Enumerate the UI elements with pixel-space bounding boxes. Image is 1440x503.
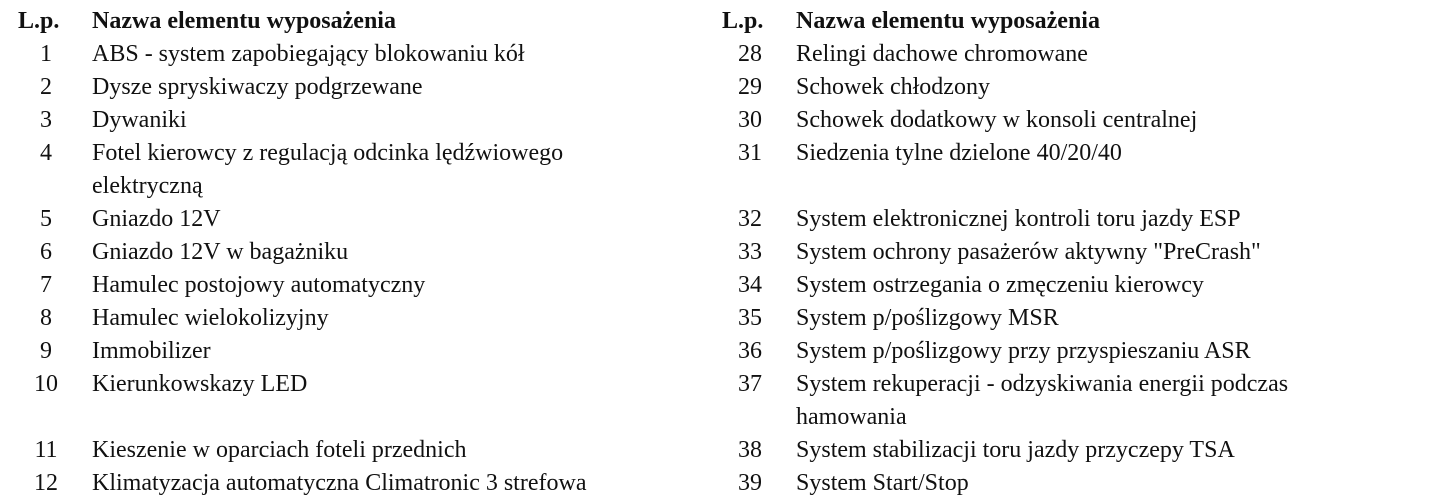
table-row <box>18 38 708 71</box>
table-row <box>18 335 708 368</box>
table-row <box>722 71 1422 104</box>
row-number: 9 <box>40 338 52 364</box>
row-number: 31 <box>738 140 762 166</box>
row-number: 8 <box>40 305 52 331</box>
row-number: 39 <box>738 470 762 496</box>
row-name: Klimatyzacja automatyczna Climatronic 3 strefowa <box>92 470 587 496</box>
name-header: Nazwa elementu wyposażenia <box>796 8 1100 34</box>
row-number: 12 <box>34 470 58 496</box>
row-number: 34 <box>738 272 762 298</box>
row-name: Kierunkowskazy LED <box>92 371 308 397</box>
row-number: 5 <box>40 206 52 232</box>
row-number: 29 <box>738 74 762 100</box>
row-number: 37 <box>738 371 762 397</box>
table-row <box>18 269 708 302</box>
lp-header: L.p. <box>18 8 60 34</box>
table-row <box>722 203 1422 236</box>
row-name: System ostrzegania o zmęczeniu kierowcy <box>796 272 1204 298</box>
table-row <box>18 467 708 500</box>
row-name: Gniazdo 12V w bagażniku <box>92 239 349 265</box>
table-row <box>18 434 708 467</box>
row-number: 30 <box>738 107 762 133</box>
row-number: 11 <box>34 437 58 463</box>
row-name: Fotel kierowcy z regulacją odcinka lędźwiowego elektryczną <box>92 140 564 199</box>
row-name: Gniazdo 12V <box>92 206 221 232</box>
row-name: Hamulec wielokolizyjny <box>92 305 329 331</box>
row-name: Siedzenia tylne dzielone 40/20/40 <box>796 140 1122 166</box>
table-row <box>18 236 708 269</box>
row-name: Dysze spryskiwaczy podgrzewane <box>92 74 423 100</box>
row-name: ABS - system zapobiegający blokowaniu kół <box>92 41 525 67</box>
table-row <box>722 467 1422 500</box>
row-number: 3 <box>40 107 52 133</box>
row-name: Relingi dachowe chromowane <box>796 41 1088 67</box>
table-header <box>722 5 1422 38</box>
row-number: 32 <box>738 206 762 232</box>
table-row <box>722 302 1422 335</box>
row-name: System p/poślizgowy MSR <box>796 305 1059 331</box>
equipment-column-right <box>722 5 1422 500</box>
table-row <box>722 104 1422 137</box>
row-number: 2 <box>40 74 52 100</box>
row-number: 35 <box>738 305 762 331</box>
row-name: Schowek dodatkowy w konsoli centralnej <box>796 107 1198 133</box>
row-name: Hamulec postojowy automatyczny <box>92 272 426 298</box>
table-row <box>18 71 708 104</box>
row-number: 38 <box>738 437 762 463</box>
table-header <box>18 5 708 38</box>
table-row <box>18 302 708 335</box>
table-row <box>722 236 1422 269</box>
table-row <box>18 137 708 203</box>
row-name: System Start/Stop <box>796 470 969 496</box>
row-name: Dywaniki <box>92 107 187 133</box>
row-name: Kieszenie w oparciach foteli przednich <box>92 437 467 463</box>
row-name: System elektronicznej kontroli toru jazdy ESP <box>796 206 1241 232</box>
row-name: Schowek chłodzony <box>796 74 990 100</box>
name-header: Nazwa elementu wyposażenia <box>92 8 396 34</box>
row-number: 10 <box>34 371 58 397</box>
table-row <box>18 368 708 434</box>
table-row <box>722 434 1422 467</box>
table-row <box>722 269 1422 302</box>
row-name: System p/poślizgowy przy przyspieszaniu ASR <box>796 338 1251 364</box>
row-number: 7 <box>40 272 52 298</box>
row-number: 33 <box>738 239 762 265</box>
row-name: System rekuperacji - odzyskiwania energii podczas hamowania <box>796 371 1289 430</box>
row-number: 28 <box>738 41 762 67</box>
row-number: 36 <box>738 338 762 364</box>
row-name: Immobilizer <box>92 338 211 364</box>
row-number: 1 <box>40 41 52 67</box>
row-number: 4 <box>40 140 52 166</box>
equipment-column-left <box>18 5 708 500</box>
lp-header: L.p. <box>722 8 764 34</box>
row-name: System stabilizacji toru jazdy przyczepy TSA <box>796 437 1235 463</box>
row-number: 6 <box>40 239 52 265</box>
table-row <box>722 137 1422 203</box>
table-row <box>722 368 1422 434</box>
table-row <box>722 38 1422 71</box>
table-row <box>18 104 708 137</box>
table-row <box>18 203 708 236</box>
table-row <box>722 335 1422 368</box>
row-name: System ochrony pasażerów aktywny "PreCrash" <box>796 239 1261 265</box>
